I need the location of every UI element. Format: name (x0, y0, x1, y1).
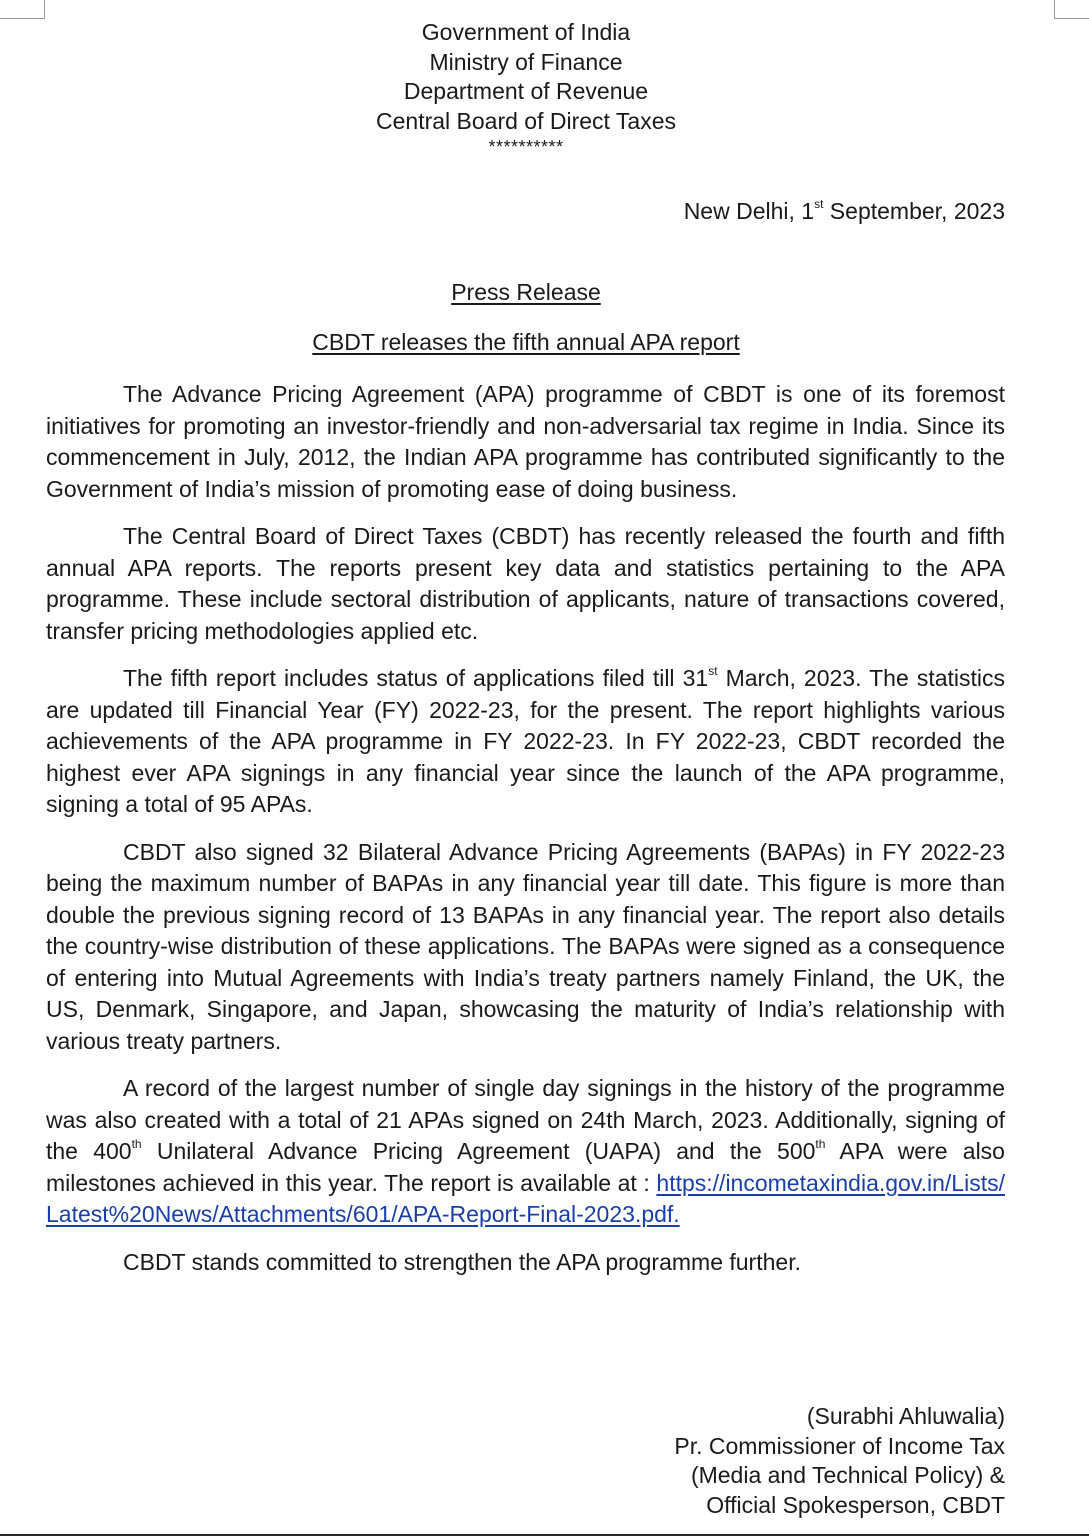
paragraph-3-text-b: March, 2023. The statistics are updated till Financial Year (FY) 2022-23, for the present. The report highlights various achievements of the APA programme in FY 2022-23. In FY 2022-23, CBDT recorded the highest ever APA signings in any financial year since the launch of the APA programme, signing a total of 95 APAs. (46, 665, 1005, 817)
paragraph-2: The Central Board of Direct Taxes (CBDT) has recently released the fourth and fifth annual APA reports. The reports present key data and statistics pertaining to the APA programme. These include sectoral distribution of applicants, nature of transactions covered, transfer pricing methodologies applied etc. (46, 523, 1005, 644)
signatory-division: (Media and Technical Policy) & (690, 1462, 1005, 1488)
dateline-date: September, 2023 (823, 198, 1005, 224)
apa-report-link[interactable]: https://incometaxindia.gov.in/Lists/Latest%20News/Attachments/601/APA-Report-Final-2023.pdf. (46, 1169, 1005, 1227)
letterhead (0, 18, 1052, 156)
paragraph-5 (46, 1073, 1005, 1231)
paragraph-3-text-a: The fifth report includes status of applications filed till 31 (123, 665, 709, 691)
paragraph-3 (46, 663, 1005, 821)
paragraph-5-text-b: Unilateral Advance Pricing Agreement (UAPA) and the 500 (141, 1138, 816, 1164)
paragraph-5-ordinal-1: th (131, 1137, 142, 1152)
dateline (684, 196, 1005, 226)
paragraph-3-ordinal: st (708, 664, 718, 679)
signatory-role: Official Spokesperson, CBDT (706, 1491, 1005, 1518)
paragraph-4: CBDT also signed 32 Bilateral Advance Pricing Agreements (BAPAs) in FY 2022-23 being the maximum number of BAPAs in any financial year till date. This figure is more than double the previous signing record of 13 BAPAs in any financial year. The report also details the country-wise distribution of these applications. The BAPAs were signed as a consequence of entering into Mutual Agreements with India’s treaty partners namely Finland, the UK, the US, Denmark, Singapore, and Japan, showcasing the maturity of India’s relationship with various treaty partners. (46, 838, 1005, 1054)
signatory-title: Pr. Commissioner of Income Tax (674, 1432, 1005, 1459)
paragraph-5-ordinal-2: th (815, 1137, 826, 1152)
header-ministry: Ministry of Finance (429, 48, 623, 75)
paragraph-1: The Advance Pricing Agreement (APA) programme of CBDT is one of its foremost initiatives for promoting an investor-friendly and non-adversarial tax regime in India. Since its commencement in July, 2012, the Indian APA programme has contributed significantly to the Government of India’s mission of promoting ease of doing business. (46, 381, 1005, 502)
header-separator-stars: ********** (488, 137, 564, 157)
press-release-body (46, 379, 1005, 1294)
press-release-heading: Press Release (451, 279, 601, 305)
crop-mark-top-right (1054, 0, 1089, 19)
paragraph-5-text-a: A record of the largest number of single day signings in the history of the programme was also created with a total of 21 APAs signed on 24th March, 2023. Additionally, signing of the 400 (46, 1075, 1005, 1164)
crop-mark-top-left (0, 0, 45, 19)
signature-block (674, 1402, 1005, 1520)
dateline-ordinal: st (814, 197, 824, 212)
paragraph-6: CBDT stands committed to strengthen the APA programme further. (123, 1248, 801, 1275)
header-department: Department of Revenue (403, 78, 649, 104)
press-release-subject: CBDT releases the fifth annual APA report (312, 329, 740, 355)
dateline-place: New Delhi, 1 (683, 198, 815, 224)
paragraph-5-text-c: APA were also milestones achieved in this year. The report is available at : (46, 1138, 1005, 1196)
header-government: Government of India (421, 19, 631, 45)
header-board: Central Board of Direct Taxes (376, 107, 676, 134)
signatory-name: (Surabhi Ahluwalia) (806, 1403, 1005, 1429)
